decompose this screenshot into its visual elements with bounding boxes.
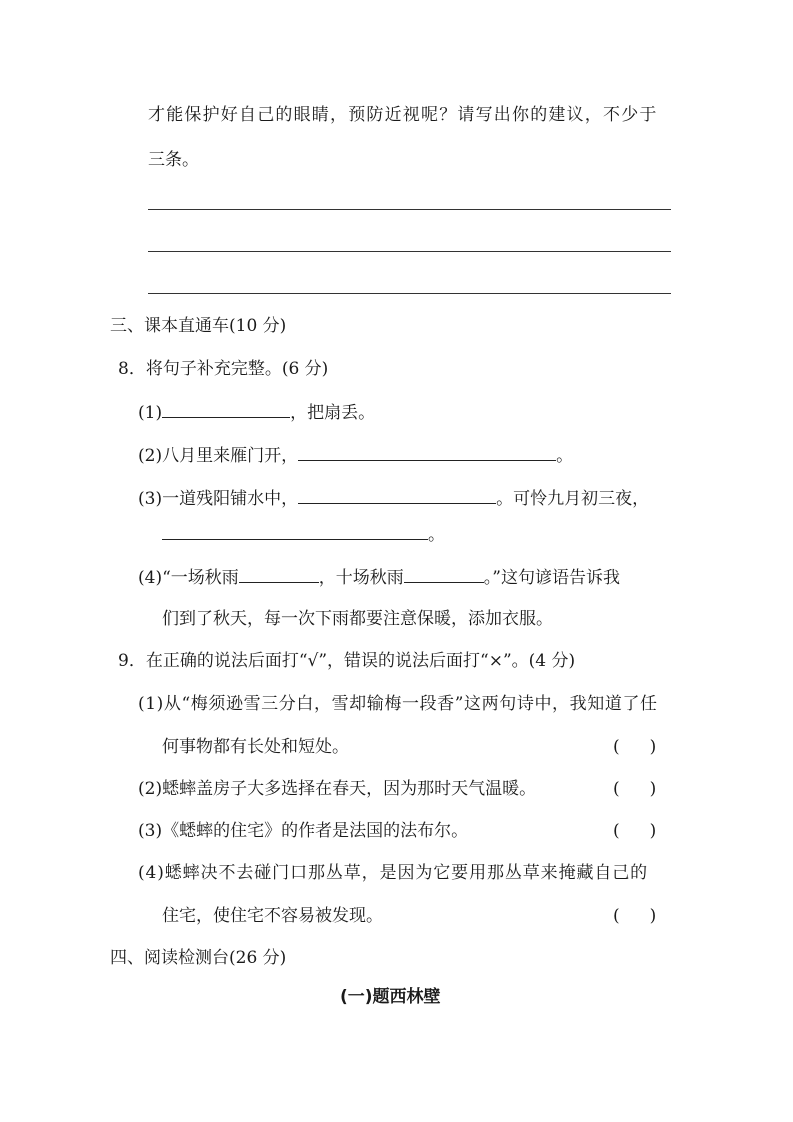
section-4-heading: 四、阅读检测台(26 分): [110, 948, 287, 968]
q8-item-4-blank-2[interactable]: [404, 566, 484, 583]
q8-item-1-prefix: (1): [138, 403, 163, 423]
q8-item-4-suffix: 。”这句谚语告诉我: [483, 568, 620, 588]
paren-open: (: [613, 906, 620, 926]
q8-item-3-line-2: [162, 523, 445, 546]
paren-close: ): [649, 906, 657, 926]
answer-line-1[interactable]: [148, 209, 671, 210]
q9-item-4-answer[interactable]: [613, 905, 656, 927]
q8-item-3-prefix: (3)一道残阳铺水中，: [138, 489, 299, 509]
q8-item-1-blank[interactable]: [162, 401, 290, 418]
paren-open: (: [613, 779, 620, 799]
paren-open: (: [613, 821, 620, 841]
answer-line-3[interactable]: [148, 293, 671, 294]
q9-item-2-answer[interactable]: [613, 778, 656, 800]
q8-item-2: [138, 444, 573, 467]
paren-close: ): [649, 737, 657, 757]
paren-close: ): [649, 779, 657, 799]
q8-item-3-blank-2[interactable]: [162, 523, 428, 540]
q9-item-4-line-1: (4)蟋蟀决不去碰门口那丛草，是因为它要用那丛草来掩藏自己的: [138, 863, 649, 883]
intro-line-1: 才能保护好自己的眼睛，预防近视呢？请写出你的建议，不少于: [148, 105, 658, 125]
paren-close: ): [649, 821, 657, 841]
q8-item-4-mid: ，十场秋雨: [318, 568, 404, 588]
q9-item-1-line-1: (1)从“梅须逊雪三分白，雪却输梅一段香”这两句诗中，我知道了任: [138, 694, 658, 714]
q9-item-1-line-2: 何事物都有长处和短处。: [162, 737, 349, 757]
q8-item-3-mid: 。可怜九月初三夜，: [496, 489, 650, 509]
section-3-heading: 三、课本直通车(10 分): [110, 316, 287, 336]
q8-item-3-suffix: 。: [428, 525, 445, 545]
q9-item-1-answer[interactable]: [613, 736, 656, 758]
q9-item-3-answer[interactable]: [613, 820, 656, 842]
intro-line-2: 三条。: [148, 150, 199, 170]
q9-item-2: (2)蟋蟀盖房子大多选择在春天，因为那时天气温暖。: [138, 779, 537, 799]
reading-passage-title: (一)题西林壁: [340, 987, 441, 1007]
q9-item-3: (3)《蟋蟀的住宅》的作者是法国的法布尔。: [138, 821, 469, 841]
paren-open: (: [613, 737, 620, 757]
q8-item-2-blank[interactable]: [298, 444, 556, 461]
q8-item-4-line-2: 们到了秋天，每一次下雨都要注意保暖，添加衣服。: [162, 609, 553, 629]
q8-item-3: [138, 487, 649, 510]
q8-item-3-blank-1[interactable]: [298, 487, 496, 504]
q8-item-1-suffix: ，把扇丢。: [290, 403, 376, 423]
q8-item-4-blank-1[interactable]: [239, 566, 319, 583]
q8-item-1: [138, 401, 375, 424]
q8-item-4: [138, 566, 620, 589]
q8-item-2-suffix: 。: [556, 446, 574, 466]
q9-item-4-line-2: 住宅，使住宅不容易被发现。: [162, 906, 383, 926]
q9-title: 9．在正确的说法后面打“√”，错误的说法后面打“×”。(4 分): [118, 651, 576, 671]
q8-item-4-prefix: (4)“一场秋雨: [138, 568, 239, 588]
q8-item-2-prefix: (2)八月里来雁门开，: [138, 446, 299, 466]
answer-line-2[interactable]: [148, 251, 671, 252]
q8-title: 8．将句子补充完整。(6 分): [118, 359, 329, 379]
